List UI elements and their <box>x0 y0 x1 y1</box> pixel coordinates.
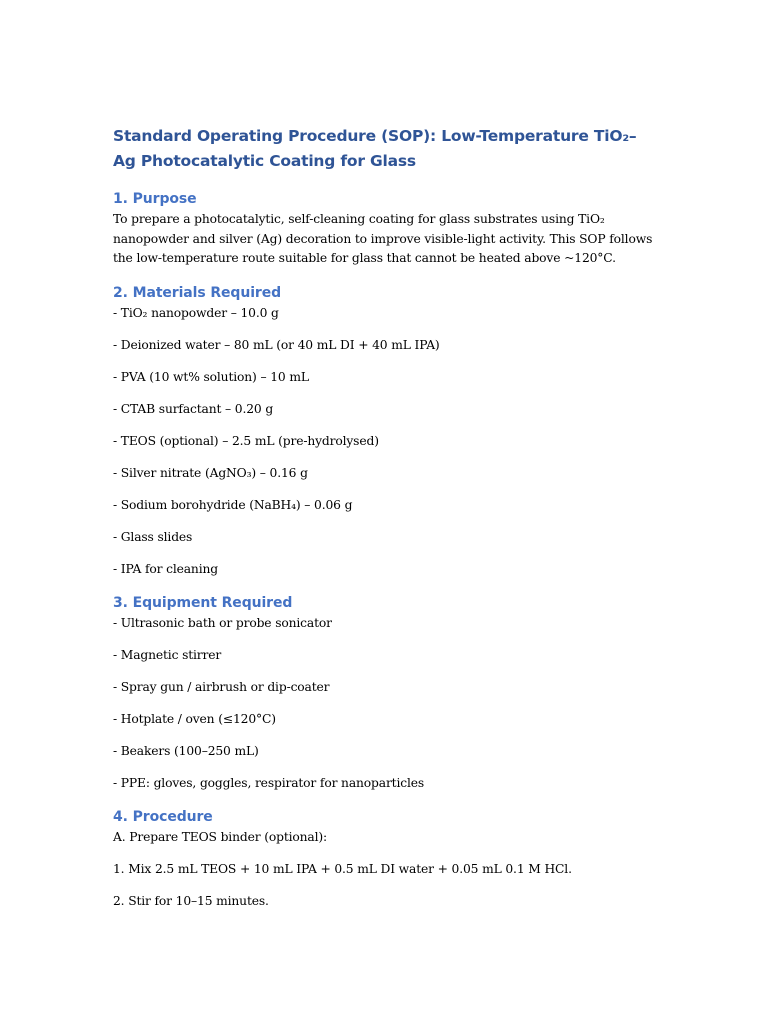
procedure-list <box>113 828 653 911</box>
list-item: 1. Mix 2.5 mL TEOS + 10 mL IPA + 0.5 mL DI water + 0.05 mL 0.1 M HCl. <box>113 861 572 876</box>
materials-list <box>113 304 653 579</box>
document-page <box>113 124 653 911</box>
list-item: A. Prepare TEOS binder (optional): <box>113 829 328 844</box>
list-item: - Beakers (100–250 mL) <box>113 743 259 758</box>
list-item: - PPE: gloves, goggles, respirator for nanoparticles <box>113 775 425 790</box>
equipment-list <box>113 614 653 793</box>
purpose-heading: 1. Purpose <box>113 191 197 207</box>
equipment-section <box>113 592 653 793</box>
purpose-section <box>113 188 653 269</box>
list-item: - Deionized water – 80 mL (or 40 mL DI + 40 mL IPA) <box>113 337 440 352</box>
list-item: - Ultrasonic bath or probe sonicator <box>113 615 332 630</box>
equipment-heading: 3. Equipment Required <box>113 594 293 611</box>
procedure-heading: 4. Procedure <box>113 808 213 825</box>
list-item: - TiO₂ nanopowder – 10.0 g <box>113 305 279 320</box>
list-item: 2. Stir for 10–15 minutes. <box>113 893 269 908</box>
list-item: - TEOS (optional) – 2.5 mL (pre-hydrolysed) <box>113 433 379 448</box>
purpose-text: To prepare a photocatalytic, self-cleaning coating for glass substrates using TiO₂ nanopowder and silver (Ag) decoration to improve visible-light activity. This SOP follows the low-temperature route suitable for glass that cannot be heated above ~120°C. <box>113 212 653 265</box>
list-item: - PVA (10 wt% solution) – 10 mL <box>113 369 309 384</box>
materials-heading: 2. Materials Required <box>113 284 282 301</box>
list-item: - Spray gun / airbrush or dip-coater <box>113 679 330 694</box>
list-item: - Glass slides <box>113 529 193 544</box>
document-title: Standard Operating Procedure (SOP): Low-Temperature TiO₂–Ag Photocatalytic Coating for Glass <box>113 127 637 170</box>
procedure-section <box>113 806 653 911</box>
list-item: - Magnetic stirrer <box>113 647 222 662</box>
list-item: - Hotplate / oven (≤120°C) <box>113 711 276 726</box>
materials-section <box>113 282 653 579</box>
list-item: - CTAB surfactant – 0.20 g <box>113 401 274 416</box>
list-item: - Silver nitrate (AgNO₃) – 0.16 g <box>113 465 308 480</box>
list-item: - Sodium borohydride (NaBH₄) – 0.06 g <box>113 497 353 512</box>
list-item: - IPA for cleaning <box>113 561 218 576</box>
